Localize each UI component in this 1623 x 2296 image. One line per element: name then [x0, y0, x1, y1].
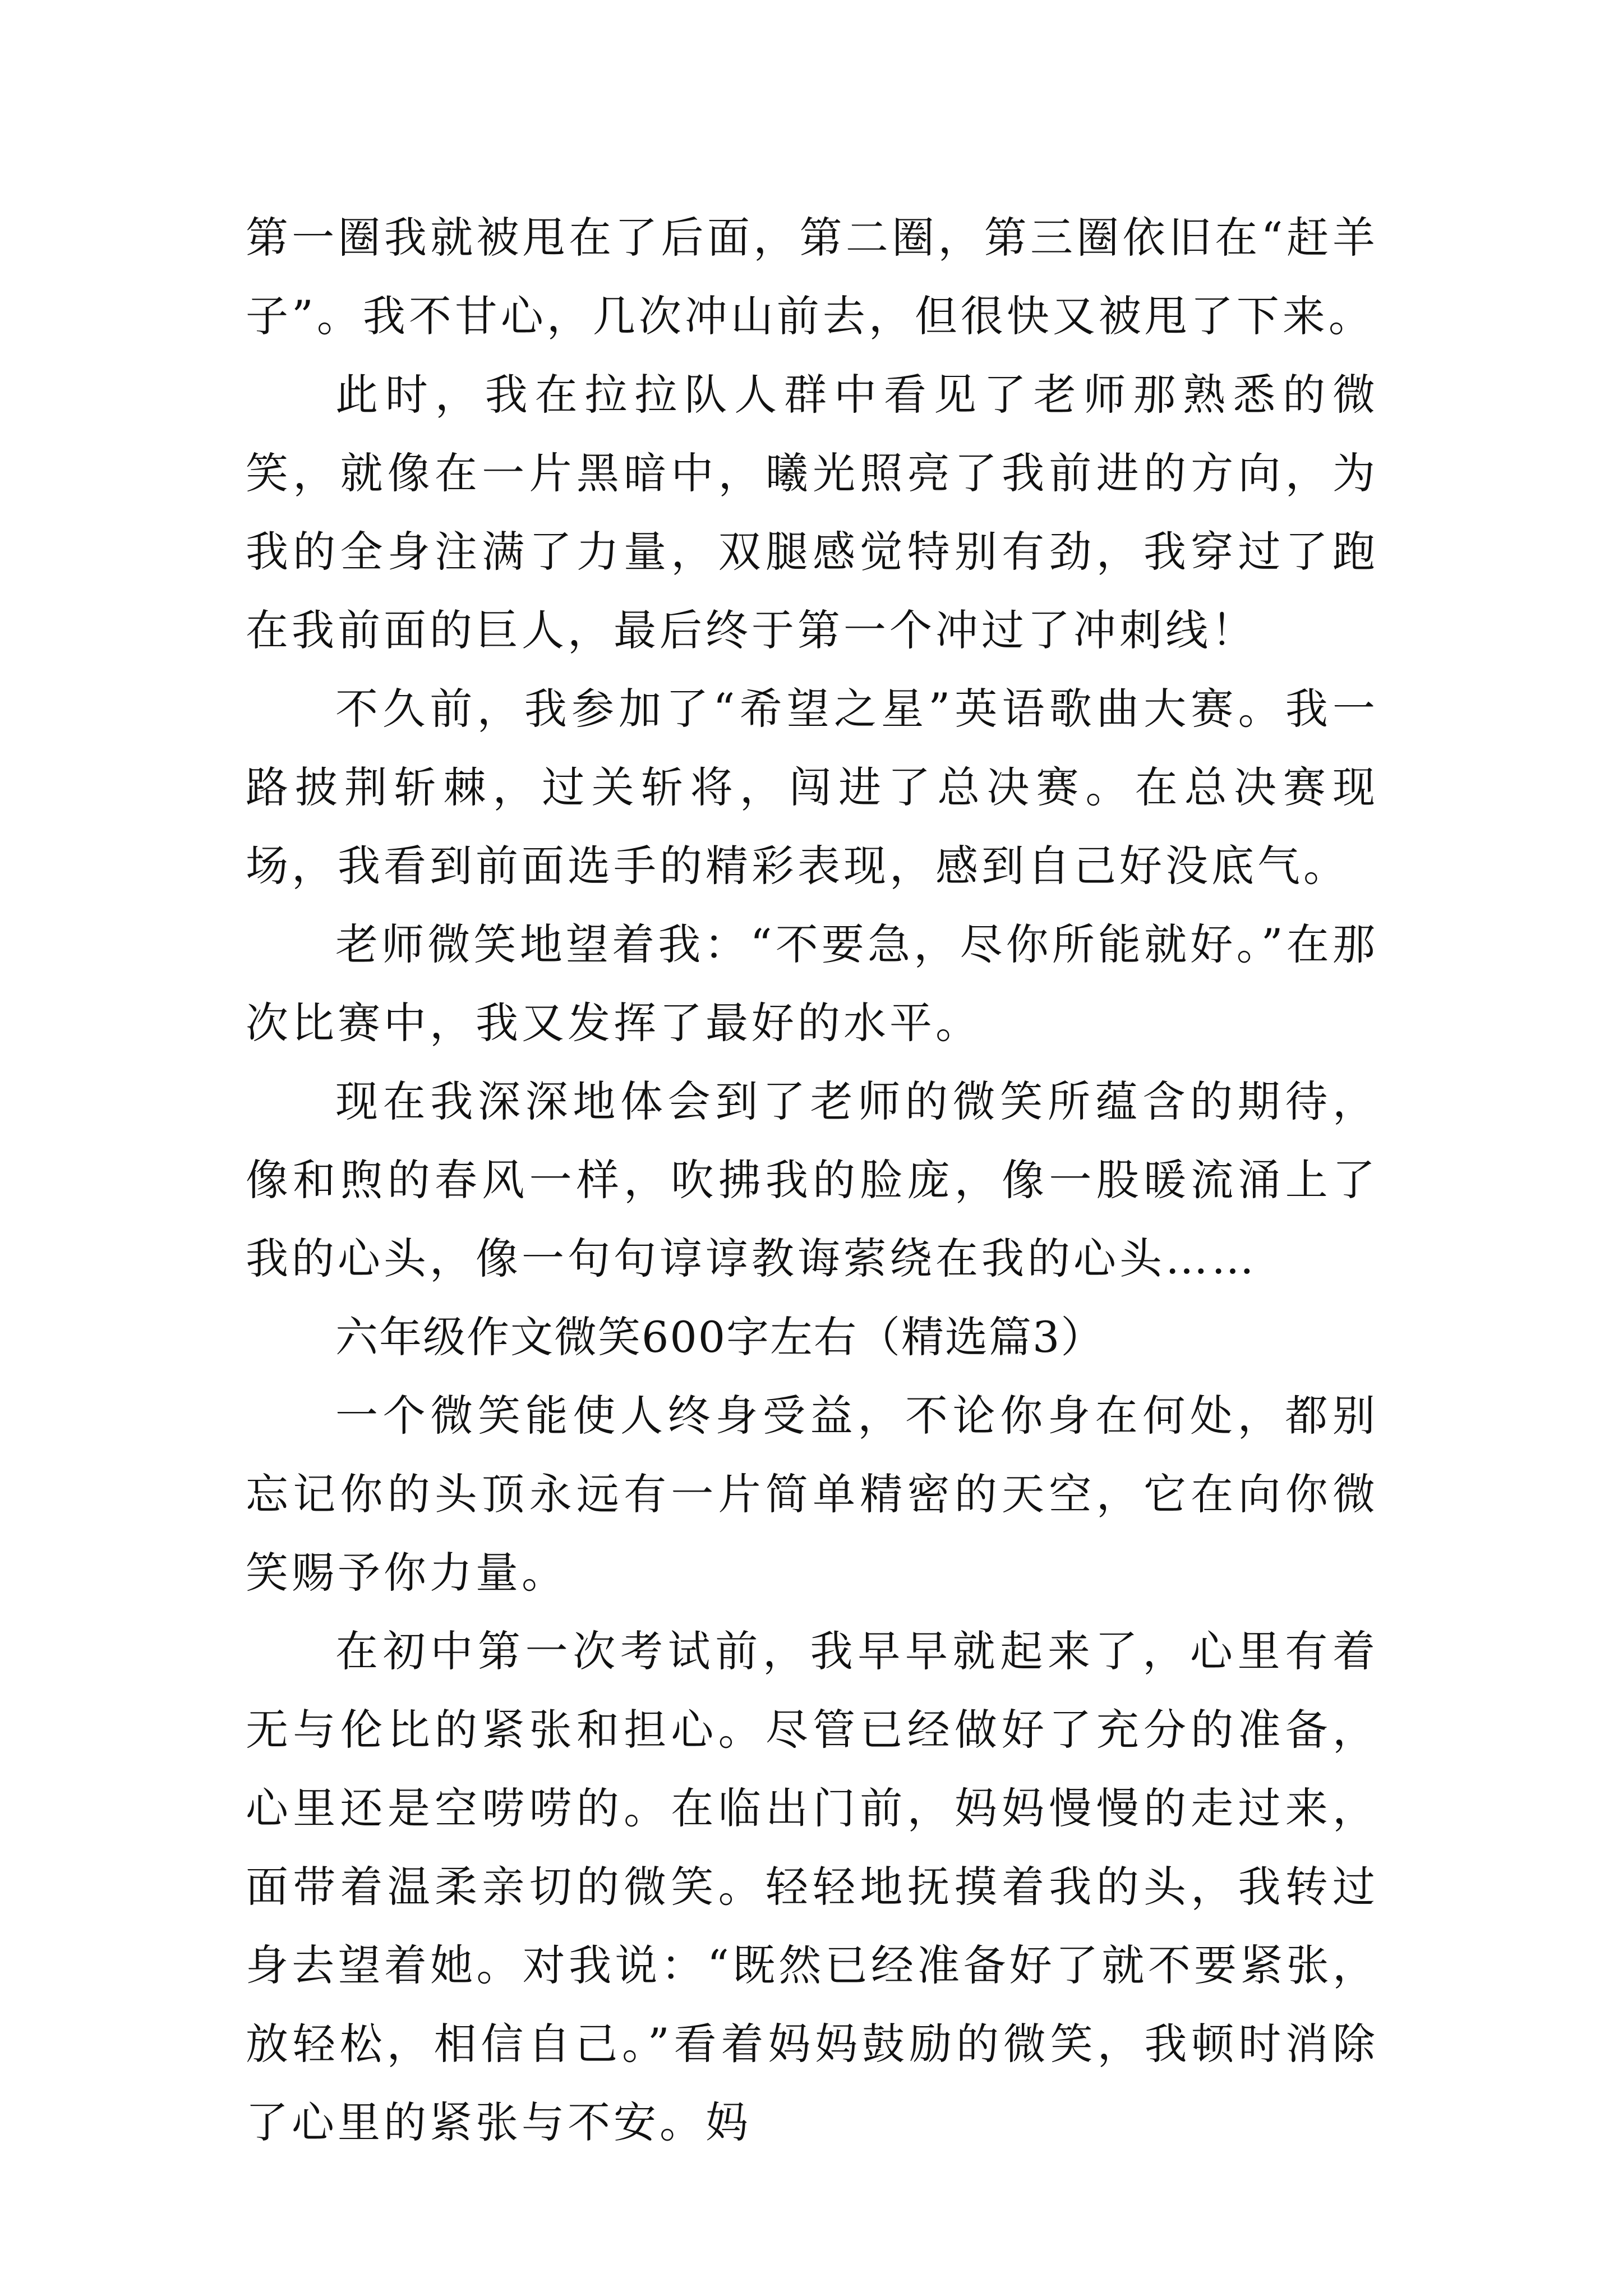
paragraph: 一个微笑能使人终身受益，不论你身在何处，都别忘记你的头顶永远有一片简单精密的天空，它在向你微笑赐予你力量。 — [246, 1391, 1378, 1598]
section-heading: 六年级作文微笑600字左右（精选篇3） — [335, 1312, 1105, 1362]
paragraph: 现在我深深地体会到了老师的微笑所蕴含的期待，像和煦的春风一样，吹拂我的脸庞，像一股暖流涌上了我的心头，像一句句谆谆教诲萦绕在我的心头…… — [246, 1076, 1378, 1283]
paragraph: 此时，我在拉拉队人群中看见了老师那熟悉的微笑，就像在一片黑暗中，曦光照亮了我前进的方向，为我的全身注满了力量，双腿感觉特别有劲，我穿过了跑在我前面的巨人，最后终于第一个冲过了冲刺线！ — [246, 370, 1378, 655]
paragraph: 老师微笑地望着我：“不要急，尽你所能就好。”在那次比赛中，我又发挥了最好的水平。 — [246, 919, 1378, 1048]
paragraph: 第一圈我就被甩在了后面，第二圈，第三圈依旧在“赶羊子”。我不甘心，几次冲山前去，但很快又被甩了下来。 — [246, 213, 1378, 341]
document-body — [246, 199, 1378, 2162]
paragraph: 不久前，我参加了“希望之星”英语歌曲大赛。我一路披荆斩棘，过关斩将，闯进了总决赛。在总决赛现场，我看到前面选手的精彩表现，感到自己好没底气。 — [246, 684, 1378, 891]
paragraph: 在初中第一次考试前，我早早就起来了，心里有着无与伦比的紧张和担心。尽管已经做好了充分的准备，心里还是空唠唠的。在临出门前，妈妈慢慢的走过来，面带着温柔亲切的微笑。轻轻地抚摸着我的头，我转过身去望着她。对我说：“既然已经准备好了就不要紧张，放轻松，相信自己。”看着妈妈鼓励的微笑，我顿时消除了心里的紧张与不安。妈 — [246, 1626, 1378, 2147]
